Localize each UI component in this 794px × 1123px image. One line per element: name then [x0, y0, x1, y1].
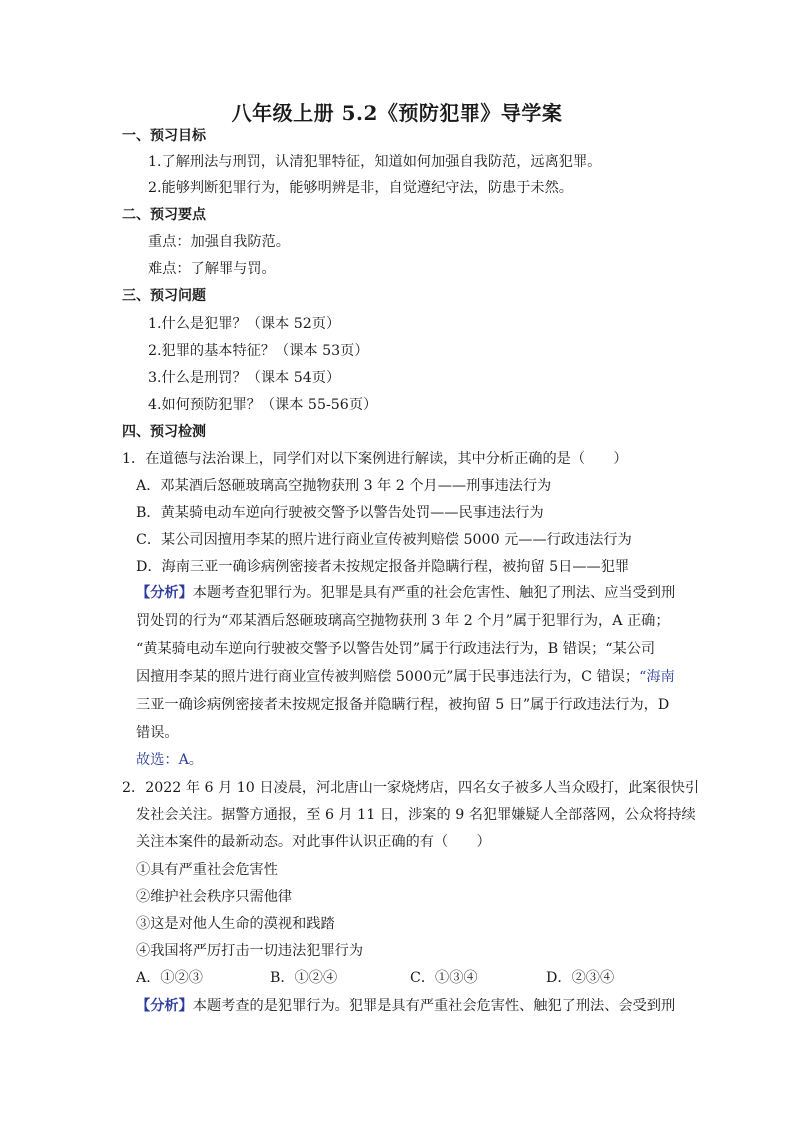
question-item: 4.如何预防犯罪？（课本 55-56页） — [148, 397, 378, 413]
q2-stem-line: 发社会关注。据警方通报，至 6 月 11 日，涉案的 9 名犯罪嫌疑人全部落网，公众将持续 — [136, 807, 696, 823]
q1-stem: 1．在道德与法治课上，同学们对以下案例进行解读，其中分析正确的是（ ） — [122, 451, 628, 467]
question-item: 2.犯罪的基本特征？（课本 53页） — [148, 343, 369, 359]
question-item: 3.什么是刑罚？（课本 54页） — [148, 370, 341, 386]
q2-choice-a: A．①②③ — [136, 970, 203, 986]
q1-option-a: A．邓某酒后怒砸玻璃高空抛物获刑 3 年 2 个月——刑事违法行为 — [136, 478, 552, 494]
q2-analysis-line — [136, 997, 675, 1015]
document-title: 八年级上册 5.2《预防犯罪》导学案 — [231, 101, 563, 125]
q1-option-b: B．黄某骑电动车逆向行驶被交警予以警告处罚——民事违法行为 — [136, 505, 544, 521]
q2-choice-b: B．①②④ — [270, 970, 338, 986]
q1-analysis-line — [136, 584, 675, 602]
section-heading-goals: 一、预习目标 — [122, 128, 206, 144]
q1-highlight-text: “海南 — [639, 669, 675, 685]
q2-statement: ④我国将严厉打击一切违法犯罪行为 — [136, 943, 364, 959]
q1-analysis-line: 罚处罚的行为“邓某酒后怒砸玻璃高空抛物获刑 3 年 2 个月”属于犯罪行为，A 正确； — [136, 613, 670, 629]
q2-analysis-tag: 【分析】 — [136, 998, 193, 1014]
q1-option-c: C．某公司因擅用李某的照片进行商业宣传被判赔偿 5000 元——行政违法行为 — [136, 532, 632, 548]
question-item: 1.什么是犯罪？（课本 52页） — [148, 316, 341, 332]
q1-analysis-text: 本题考查犯罪行为。犯罪是具有严重的社会危害性、触犯了刑法、应当受到刑 — [192, 585, 676, 601]
q2-statement: ①具有严重社会危害性 — [136, 862, 278, 878]
q1-analysis-line: “黄某骑电动车逆向行驶被交警予以警告处罚”属于行政违法行为，B 错误；“某公司 — [136, 641, 656, 657]
goal-item: 1.了解刑法与刑罚，认清犯罪特征，知道如何加强自我防范，远离犯罪。 — [148, 154, 602, 170]
q2-statement: ③这是对他人生命的漠视和践踏 — [136, 916, 335, 932]
q2-choice-c: C．①③④ — [410, 970, 478, 986]
keypoint-item: 难点：了解罪与罚。 — [148, 261, 276, 277]
q1-analysis-line: 错误。 — [136, 725, 179, 741]
keypoint-item: 重点：加强自我防范。 — [148, 234, 290, 250]
q1-answer: 故选：A。 — [136, 752, 203, 768]
q2-stem-line: 关注本案件的最新动态。对此事件认识正确的有（ ） — [136, 834, 491, 850]
goal-item: 2.能够判断犯罪行为，能够明辨是非，自觉遵纪守法，防患于未然。 — [148, 180, 573, 196]
q2-stem-line: 2．2022 年 6 月 10 日凌晨，河北唐山一家烧烤店，四名女子被多人当众殴打，此案很快引 — [122, 780, 700, 796]
q1-analysis-line: 三亚一确诊病例密接者未按规定报备并隐瞒行程，被拘留 5 日”属于行政违法行为，D — [136, 697, 670, 713]
q2-analysis-text: 本题考查的是犯罪行为。犯罪是具有严重社会危害性、触犯了刑法、会受到刑 — [192, 998, 676, 1014]
q2-choice-d: D．②③④ — [546, 970, 615, 986]
section-heading-questions: 三、预习问题 — [122, 288, 206, 304]
q1-analysis-tag: 【分析】 — [136, 585, 193, 601]
section-heading-check: 四、预习检测 — [122, 424, 206, 440]
q1-analysis-text: 因擅用李某的照片进行商业宣传被判赔偿 5000元”属于民事违法行为，C 错误； — [136, 669, 640, 685]
q1-analysis-line — [136, 668, 675, 686]
section-heading-keypoints: 二、预习要点 — [122, 207, 206, 223]
q1-option-d: D．海南三亚一确诊病例密接者未按规定报备并隐瞒行程，被拘留 5日——犯罪 — [136, 559, 630, 575]
q2-statement: ②维护社会秩序只需他律 — [136, 889, 293, 905]
